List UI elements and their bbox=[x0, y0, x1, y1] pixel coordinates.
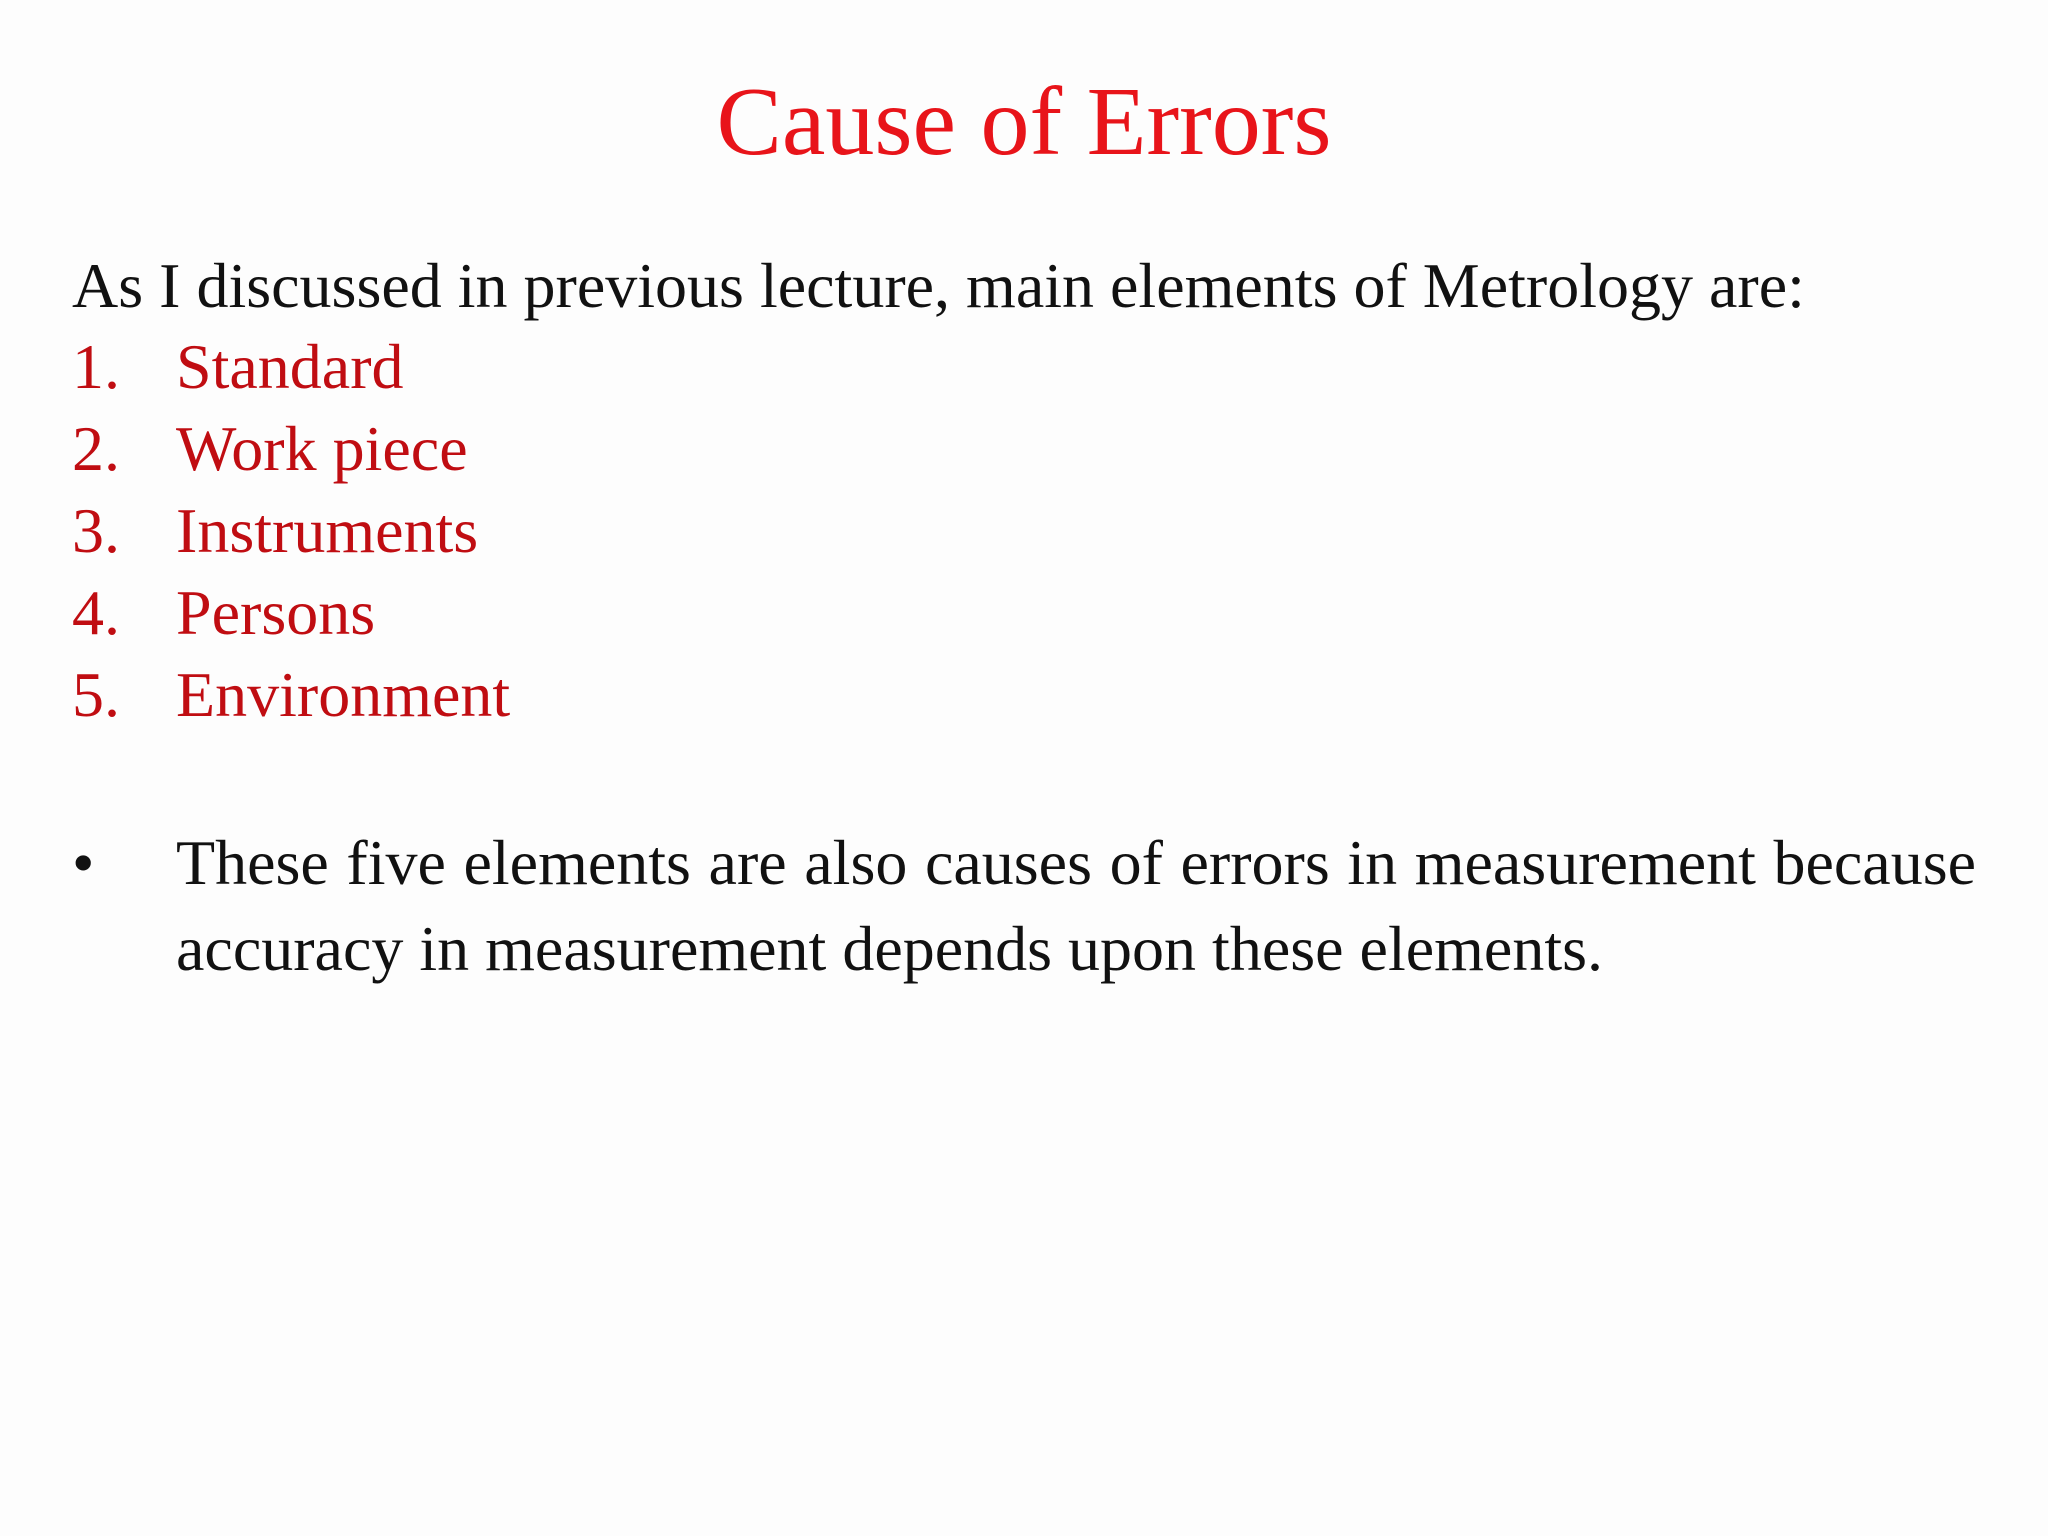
bullet-point bbox=[72, 820, 1976, 992]
list-item-number: 1. bbox=[72, 331, 120, 402]
list-item-label: Instruments bbox=[176, 495, 479, 566]
list-item-number: 4. bbox=[72, 577, 120, 648]
list-item bbox=[72, 572, 510, 654]
list-item bbox=[72, 654, 510, 736]
list-item bbox=[72, 408, 510, 490]
slide-title: Cause of Errors bbox=[716, 68, 1332, 176]
list-item bbox=[72, 490, 510, 572]
elements-list bbox=[72, 326, 510, 736]
list-item-number: 5. bbox=[72, 659, 120, 730]
list-item-label: Environment bbox=[176, 659, 511, 730]
bullet-text: These five elements are also causes of errors in measurement because accuracy in measurement depends upon these elements. bbox=[176, 827, 1976, 984]
intro-text: As I discussed in previous lecture, main elements of Metrology are: bbox=[72, 250, 1805, 321]
list-item-number: 2. bbox=[72, 413, 120, 484]
bullet-icon: • bbox=[72, 827, 95, 898]
list-item bbox=[72, 326, 510, 408]
list-item-number: 3. bbox=[72, 495, 120, 566]
list-item-label: Persons bbox=[176, 577, 376, 648]
list-item-label: Work piece bbox=[176, 413, 468, 484]
list-item-label: Standard bbox=[176, 331, 404, 402]
